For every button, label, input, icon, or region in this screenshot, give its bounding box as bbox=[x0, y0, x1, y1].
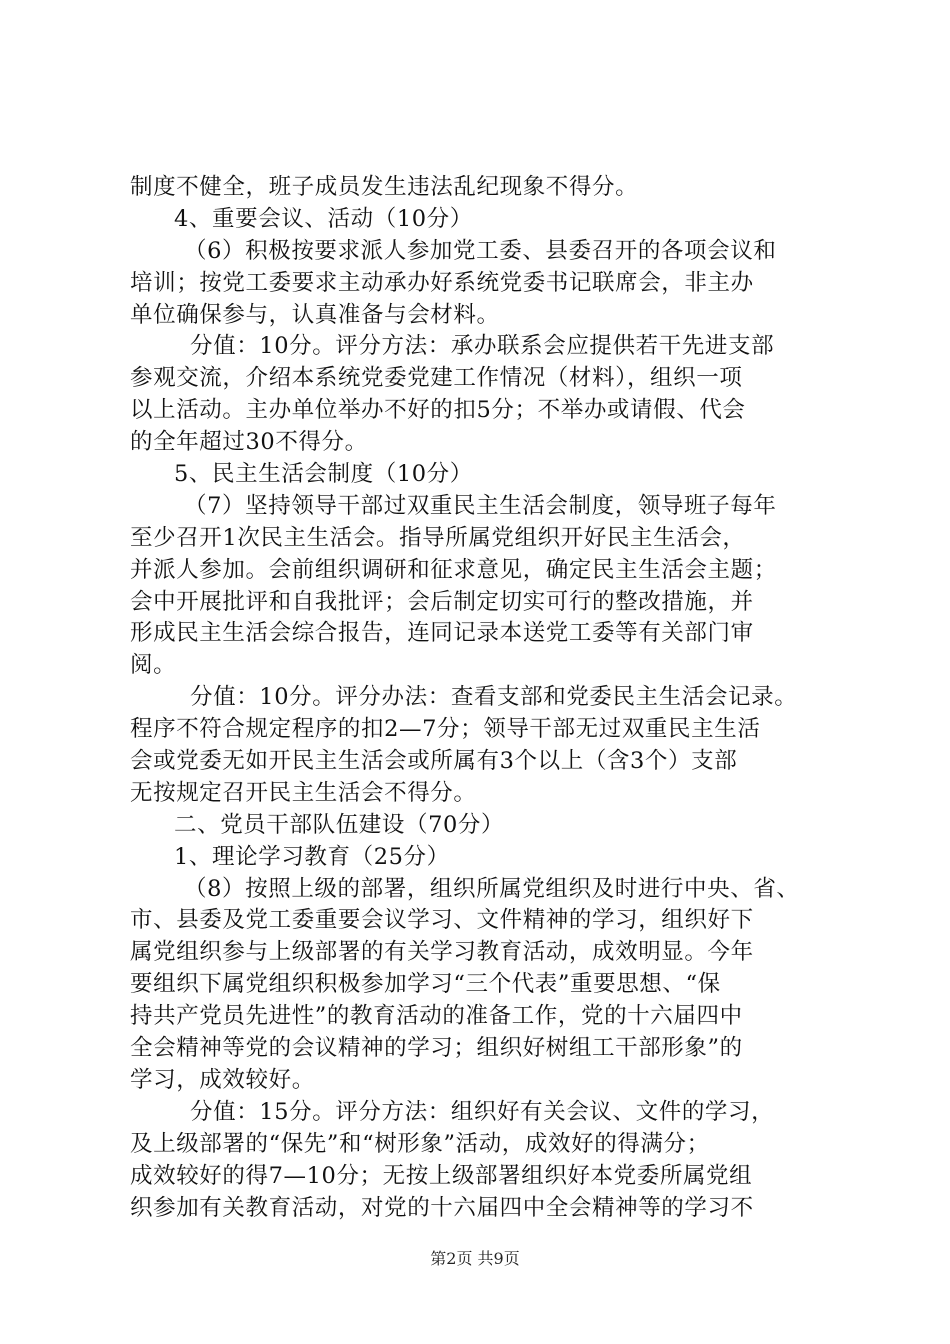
text-line: 形成民主生活会综合报告，连同记录本送党工委等有关部门审 bbox=[130, 620, 754, 647]
text-line: 及上级部署的“保先”和“树形象”活动，成效好的得满分； bbox=[130, 1130, 710, 1157]
text-line: 织参加有关教育活动，对党的十六届四中全会精神等的学习不 bbox=[130, 1194, 754, 1221]
text-line: 制度不健全，班子成员发生违法乱纪现象不得分。 bbox=[130, 174, 639, 200]
text-line: 5、民主生活会制度（10分） bbox=[174, 461, 473, 488]
document-body bbox=[130, 172, 830, 1224]
text-line: （6）积极按要求派人参加党工委、县委召开的各项会议和 bbox=[184, 237, 777, 264]
text-line: （7）坚持领导干部过双重民主生活会制度，领导班子每年 bbox=[184, 492, 777, 519]
text-line: 以上活动。主办单位举办不好的扣5分；不举办或请假、代会 bbox=[130, 397, 746, 424]
text-line: 会或党委无如开民主生活会或所属有3个以上（含3个）支部 bbox=[130, 748, 738, 775]
text-line: 市、县委及党工委重要会议学习、文件精神的学习，组织好下 bbox=[130, 907, 754, 934]
text-line: 持共产党员先进性”的教育活动的准备工作，党的十六届四中 bbox=[130, 1003, 743, 1030]
text-line: 要组织下属党组织积极参加学习“三个代表”重要思想、“保 bbox=[130, 971, 721, 998]
page-footer: 第2页 共9页 bbox=[430, 1249, 520, 1268]
text-line: 参观交流，介绍本系统党委党建工作情况（材料），组织一项 bbox=[130, 365, 743, 392]
text-line: 成效较好的得7—10分；无按上级部署组织好本党委所属党组 bbox=[130, 1162, 753, 1189]
text-line: 分值：10分。评分方法：承办联系会应提供若干先进支部 bbox=[190, 333, 775, 360]
text-line: 程序不符合规定程序的扣2—7分；领导干部无过双重民主生活 bbox=[130, 716, 761, 743]
text-line: 全会精神等党的会议精神的学习；组织好树组工干部形象”的 bbox=[130, 1035, 743, 1062]
text-line: 会中开展批评和自我批评；会后制定切实可行的整改措施，并 bbox=[130, 588, 754, 615]
text-line: 无按规定召开民主生活会不得分。 bbox=[130, 779, 477, 806]
text-line: （8）按照上级的部署，组织所属党组织及时进行中央、省、 bbox=[184, 875, 800, 902]
text-line: 培训；按党工委要求主动承办好系统党委书记联席会，非主办 bbox=[130, 269, 754, 296]
text-line: 1、理论学习教育（25分） bbox=[174, 843, 450, 870]
text-line: 并派人参加。会前组织调研和征求意见，确定民主生活会主题； bbox=[130, 556, 777, 583]
text-line: 的全年超过30不得分。 bbox=[130, 429, 368, 456]
text-line: 分值：15分。评分方法：组织好有关会议、文件的学习， bbox=[190, 1098, 775, 1125]
text-line: 二、党员干部队伍建设（70分） bbox=[174, 811, 505, 838]
text-line: 属党组织参与上级部署的有关学习教育活动，成效明显。今年 bbox=[130, 939, 754, 966]
text-line: 学习，成效较好。 bbox=[130, 1066, 315, 1093]
text-line: 单位确保参与，认真准备与会材料。 bbox=[130, 301, 500, 328]
text-line: 至少召开1次民主生活会。指导所属党组织开好民主生活会， bbox=[130, 524, 746, 551]
text-line: 阅。 bbox=[130, 652, 177, 679]
text-line: 分值：10分。评分办法：查看支部和党委民主生活会记录。 bbox=[190, 684, 798, 711]
text-line: 4、重要会议、活动（10分） bbox=[174, 205, 473, 232]
